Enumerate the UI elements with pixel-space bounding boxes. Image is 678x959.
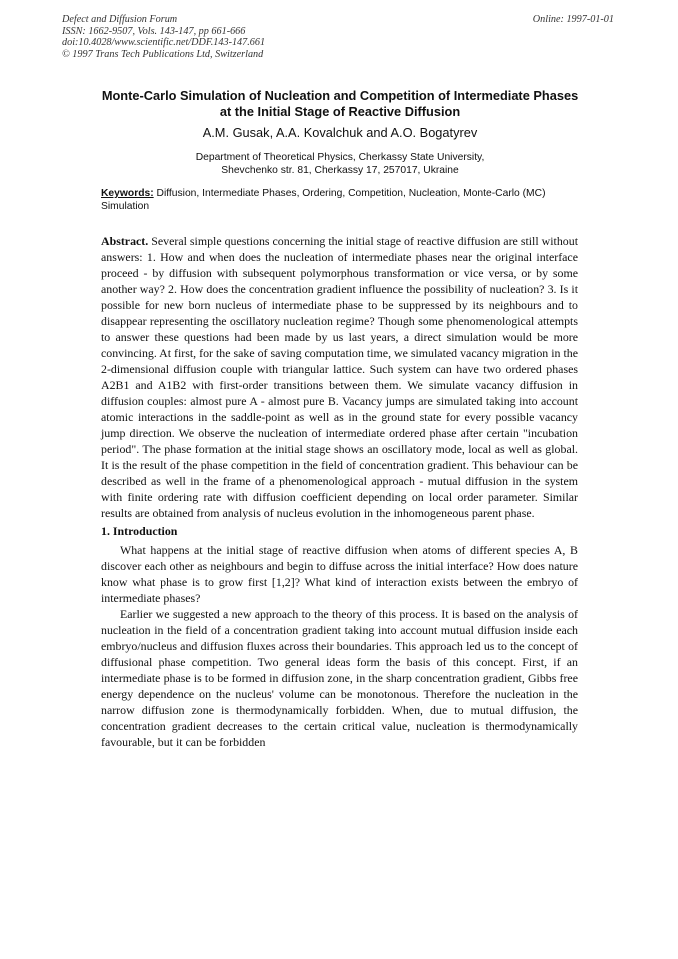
affiliation-line-2: Shevchenko str. 81, Cherkassy 17, 257017, Ukraine: [221, 165, 459, 176]
journal-name: Defect and Diffusion Forum: [62, 14, 178, 25]
abstract-label: Abstract.: [101, 234, 149, 248]
issn-line: ISSN: 1662-9507, Vols. 143-147, pp 661-666: [62, 25, 246, 37]
paper-body: [101, 233, 578, 750]
abstract-paragraph: [101, 233, 578, 521]
keywords-block: [101, 187, 578, 213]
keywords-label: Keywords:: [101, 188, 154, 199]
affiliation: [100, 151, 580, 177]
affiliation-line-1: Department of Theoretical Physics, Cherkassy State University,: [195, 152, 485, 163]
paper-title: Monte-Carlo Simulation of Nucleation and Competition of Intermediate Phases at the Initial Stage of Reactive Diffusion: [101, 88, 579, 119]
keywords-list: Diffusion, Intermediate Phases, Ordering, Competition, Nucleation, Monte-Carlo (MC) Simulation: [101, 188, 546, 212]
journal-header: [62, 14, 265, 60]
intro-paragraph-2: Earlier we suggested a new approach to the theory of this process. It is based on the analysis of nucleation in the field of a concentration gradient taking into account mutual diffusion inside each embryo/nucleus and diffusion fluxes across their boundaries. This approach led us to the concept of diffusional phase competition. Two general ideas form the basis of this concept. First, if an intermediate phase is to be formed in diffusion zone, in the sharp concentration gradient, Gibbs free energy dependence on the nucleus' volume can be monotonous. Therefore the nucleation in the narrow diffusion zone is thermodynamically forbidden. When, due to mutual diffusion, the concentration gradient decreases to the certain critical value, nucleation is thermodynamically favourable, but it can be forbidden: [101, 607, 578, 749]
paper-authors: A.M. Gusak, A.A. Kovalchuk and A.O. Bogatyrev: [202, 125, 478, 140]
doi-line[interactable]: doi:10.4028/www.scientific.net/DDF.143-147.661: [62, 37, 266, 48]
online-date: Online: 1997-01-01: [532, 14, 614, 25]
section-heading-introduction: 1. Introduction: [101, 524, 178, 538]
copyright-line: © 1997 Trans Tech Publications Ltd, Switzerland: [62, 48, 264, 60]
intro-paragraph-1: What happens at the initial stage of reactive diffusion when atoms of different species A, B discover each other as neighbours and begin to diffuse across the initial interface? How does nature know what phase is to grow first [1,2]? What kind of interaction exists between the embryo of intermediate phases?: [101, 543, 578, 605]
abstract-text: Several simple questions concerning the initial stage of reactive diffusion are still without answers: 1. How and when does the nucleation of intermediate phases near the original interface proceed - by diffusion with subsequent polymorphous transformation or vice versa, or by some another way? 2. How does the concentration gradient influence the possibility of nucleation? 3. Is it possible for new born nucleus of intermediate phase to be suppressed by its neighbours and to disappear representing the oscillatory nucleation regime? Though some phenomenological attempts to answer these questions had been made by us last years, a direct simulation would be more convincing. At first, for the sake of saving computation time, we simulated vacancy migration in the 2-dimensional diffusion couple with triangular lattice. Such system can have two ordered phases A2B1 and A1B2 with first-order transitions between them. We simulate vacancy diffusion in diffusion couples: almost pure A - almost pure B. Vacancy jumps are simulated taking into account atomic interactions in the saddle-point as well as in the ground state for every possible vacancy jump direction. We observe the nucleation of intermediate ordered phase after certain "incubation period". The phase formation at the initial stage shows an oscillatory mode, local as well as global. It is the result of the phase competition in the field of concentration gradient. This behaviour can be described as well in the frame of a phenomenological approach - mutual diffusion in the system with finite ordering rate with diffusion coefficient depending on local order parameter. Similar results are obtained from analysis of nucleus evolution in the inhomogeneous parent phase.: [101, 234, 578, 520]
